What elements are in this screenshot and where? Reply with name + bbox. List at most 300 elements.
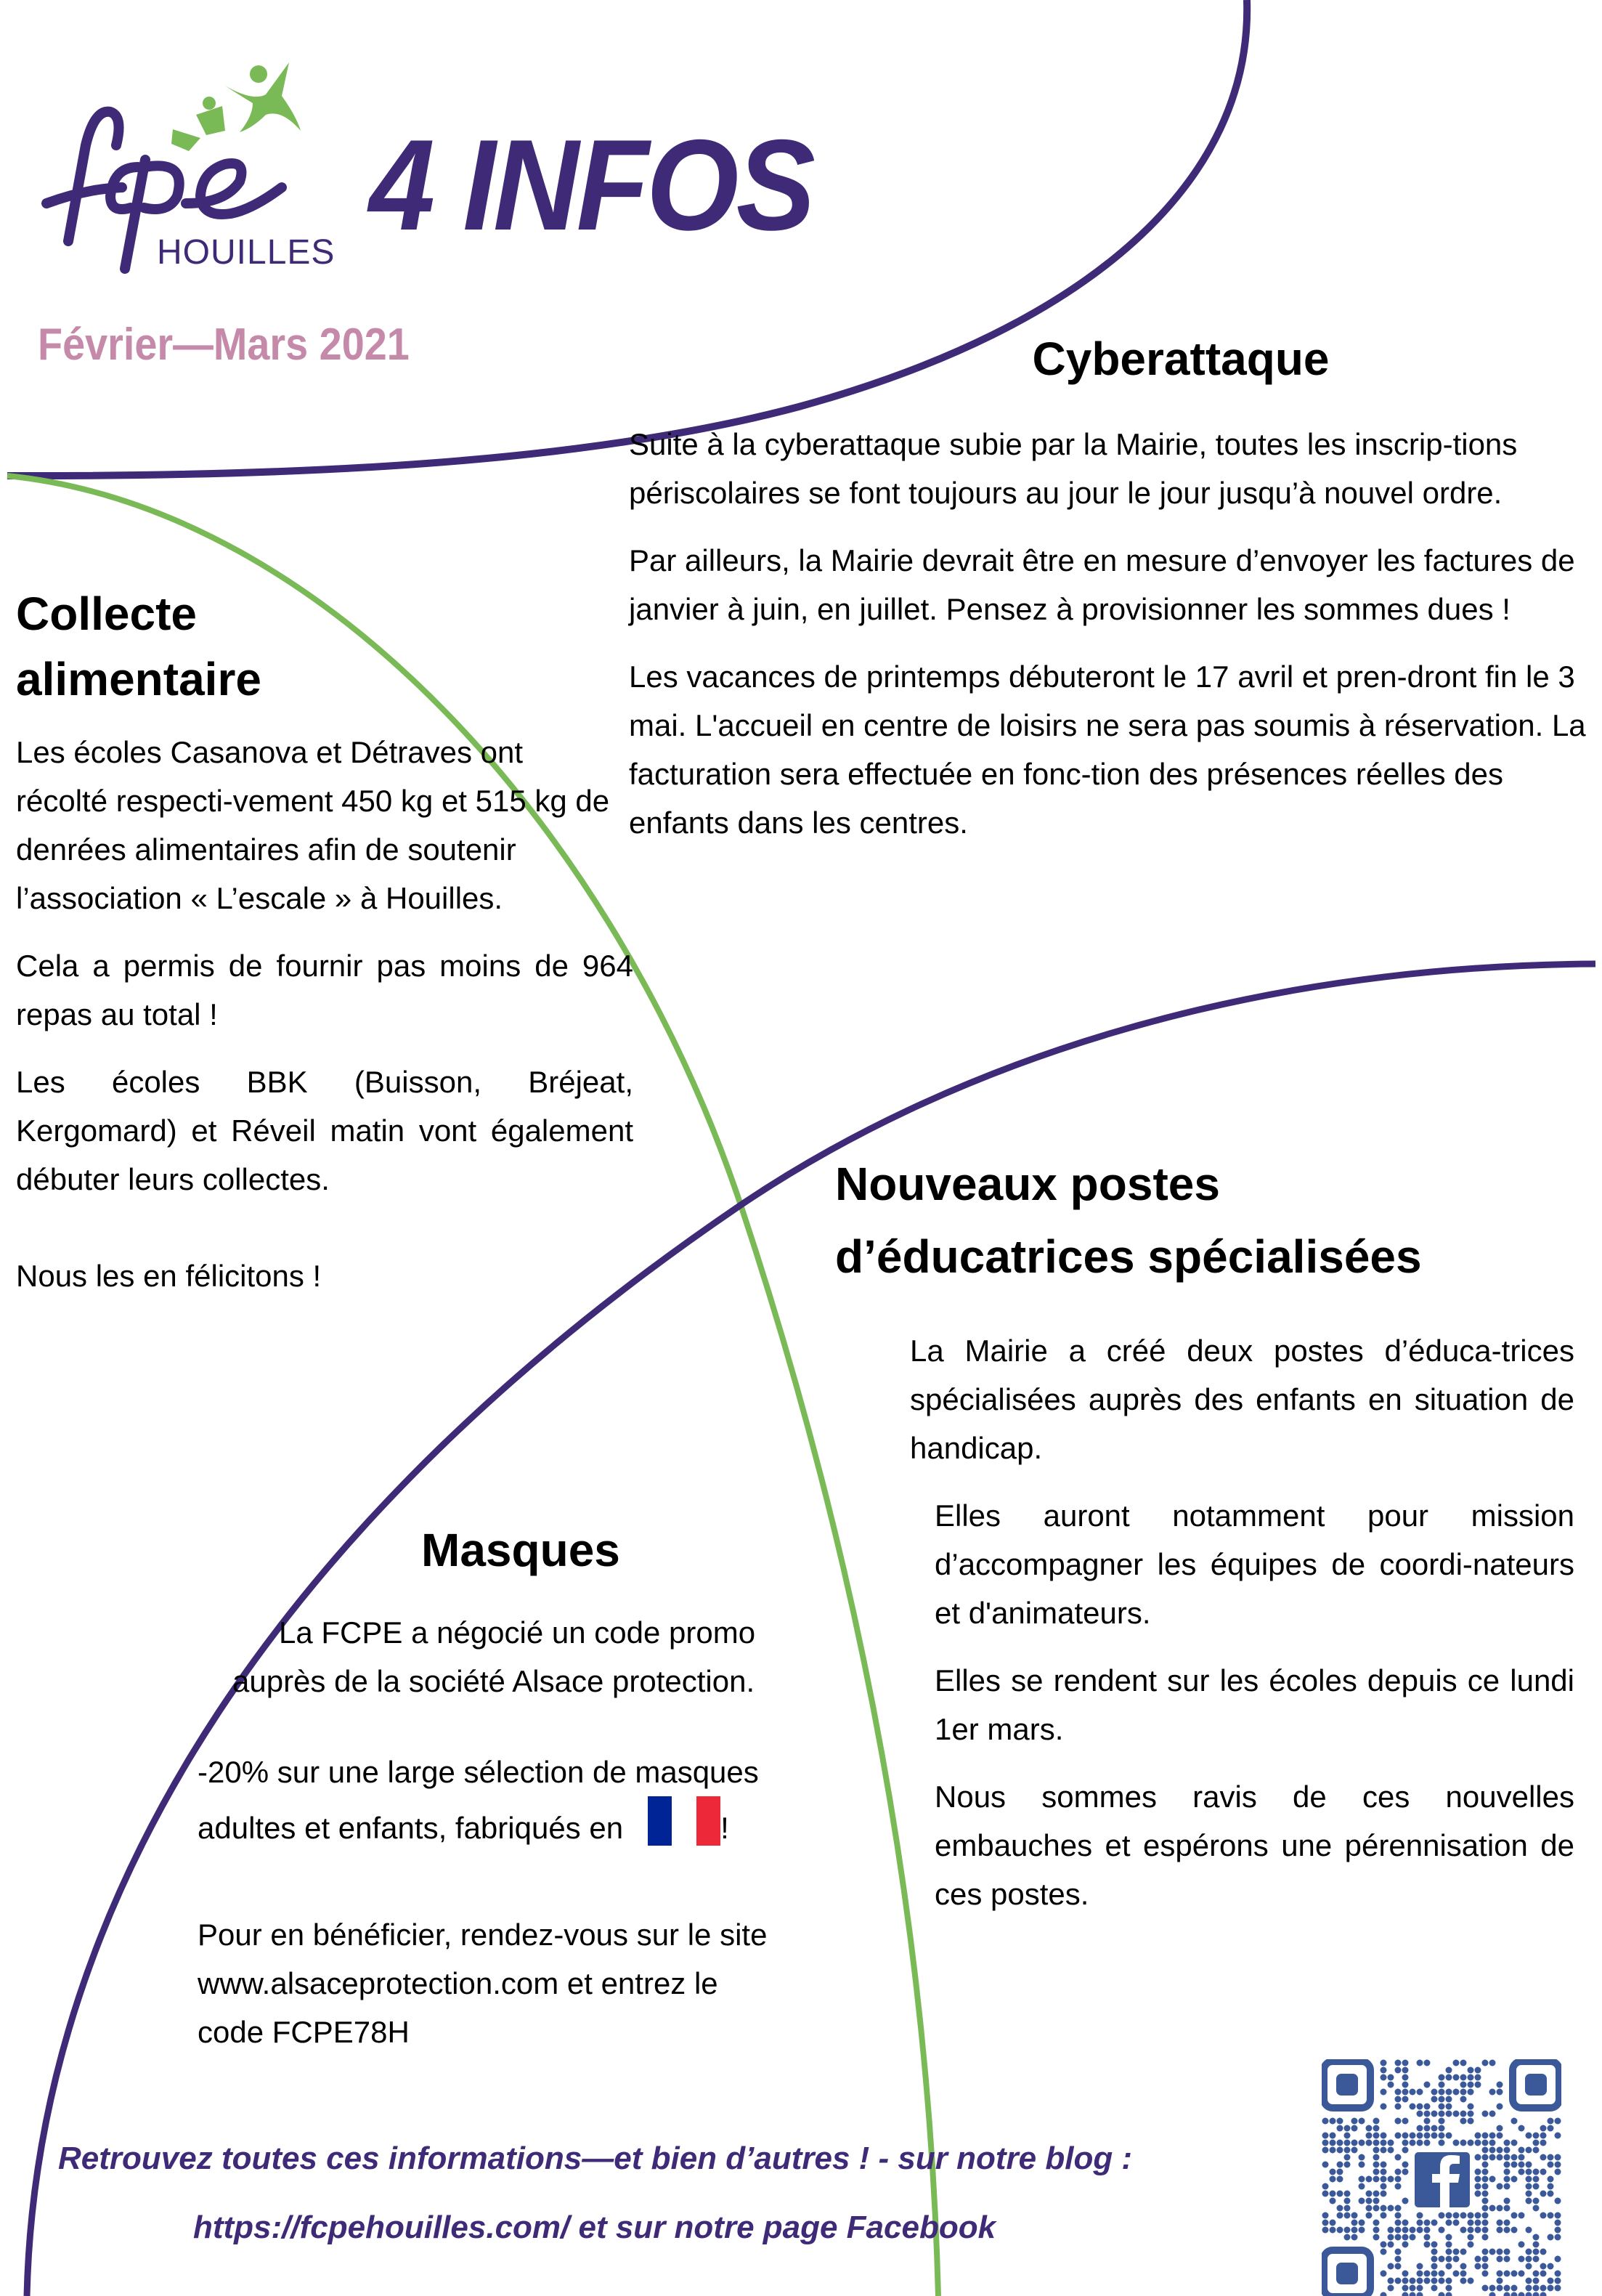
qr-module — [1475, 2082, 1481, 2088]
qr-module — [1453, 2256, 1460, 2263]
qr-module — [1504, 2176, 1510, 2183]
qr-module — [1330, 2227, 1336, 2234]
qr-module — [1366, 2125, 1373, 2132]
qr-module — [1439, 2096, 1445, 2103]
qr-module — [1497, 2271, 1503, 2277]
qr-module — [1489, 2060, 1496, 2066]
qr-module — [1424, 2082, 1431, 2088]
qr-module — [1475, 2140, 1481, 2146]
qr-module — [1402, 2220, 1409, 2226]
qr-module — [1540, 2125, 1547, 2132]
qr-module — [1439, 2278, 1445, 2284]
qr-module — [1533, 2133, 1540, 2139]
qr-module — [1511, 2154, 1518, 2161]
qr-module — [1322, 2140, 1329, 2146]
qr-module — [1533, 2285, 1540, 2292]
qr-module — [1468, 2220, 1474, 2226]
qr-module — [1489, 2089, 1496, 2096]
qr-module — [1475, 2212, 1481, 2219]
qr-module — [1373, 2227, 1380, 2234]
qr-module — [1482, 2162, 1489, 2168]
qr-module — [1489, 2140, 1496, 2146]
qr-module — [1322, 2133, 1329, 2139]
qr-module — [1533, 2249, 1540, 2255]
qr-finder-center — [1525, 2074, 1547, 2096]
section-postes — [835, 1148, 1576, 1293]
qr-module — [1468, 2067, 1474, 2074]
qr-module — [1402, 2147, 1409, 2154]
qr-module — [1555, 2154, 1561, 2161]
qr-module — [1497, 2104, 1503, 2110]
qr-module — [1431, 2089, 1438, 2096]
qr-module — [1482, 2060, 1489, 2066]
qr-module — [1351, 2212, 1358, 2219]
qr-module — [1373, 2198, 1380, 2204]
collecte-body — [16, 728, 633, 1300]
qr-module — [1359, 2118, 1365, 2125]
qr-module — [1388, 2227, 1394, 2234]
qr-module — [1373, 2234, 1380, 2241]
qr-module — [1395, 2220, 1402, 2226]
qr-module — [1446, 2285, 1452, 2292]
footer-link-line[interactable]: https://fcpehouilles.com/ et sur notre page Facebook — [193, 2210, 996, 2245]
qr-module — [1330, 2198, 1336, 2204]
qr-module — [1431, 2111, 1438, 2117]
qr-module — [1475, 2227, 1481, 2234]
qr-module — [1504, 2271, 1510, 2277]
qr-module — [1424, 2133, 1431, 2139]
qr-module — [1337, 2227, 1343, 2234]
qr-module — [1526, 2162, 1532, 2168]
qr-module — [1446, 2263, 1452, 2270]
qr-module — [1431, 2263, 1438, 2270]
qr-module — [1468, 2074, 1474, 2081]
qr-module — [1381, 2183, 1387, 2190]
qr-module — [1468, 2212, 1474, 2219]
qr-module — [1489, 2205, 1496, 2212]
qr-module — [1526, 2169, 1532, 2175]
qr-module — [1417, 2227, 1423, 2234]
qr-module — [1395, 2176, 1402, 2183]
qr-module — [1460, 2140, 1467, 2146]
qr-module — [1475, 2176, 1481, 2183]
qr-module — [1540, 2263, 1547, 2270]
qr-module — [1475, 2183, 1481, 2190]
qr-module — [1504, 2154, 1510, 2161]
qr-module — [1446, 2111, 1452, 2117]
qr-module — [1402, 2089, 1409, 2096]
qr-module — [1395, 2227, 1402, 2234]
qr-module — [1366, 2191, 1373, 2197]
qr-module — [1475, 2220, 1481, 2226]
qr-module — [1453, 2271, 1460, 2277]
qr-module — [1548, 2162, 1554, 2168]
qr-module — [1402, 2169, 1409, 2175]
qr-module — [1431, 2242, 1438, 2248]
qr-module — [1518, 2162, 1525, 2168]
qr-module — [1322, 2183, 1329, 2190]
qr-module — [1518, 2242, 1525, 2248]
qr-module — [1446, 2096, 1452, 2103]
qr-module — [1337, 2118, 1343, 2125]
qr-module — [1482, 2111, 1489, 2117]
qr-module — [1482, 2183, 1489, 2190]
qr-module — [1381, 2140, 1387, 2146]
qr-module — [1366, 2205, 1373, 2212]
qr-module — [1402, 2242, 1409, 2248]
qr-module — [1373, 2191, 1380, 2197]
qr-module — [1388, 2082, 1394, 2088]
qr-module — [1497, 2249, 1503, 2255]
qr-module — [1482, 2249, 1489, 2255]
facebook-qr-code-icon[interactable] — [1322, 2059, 1561, 2296]
qr-module — [1489, 2249, 1496, 2255]
collecte-paragraph: Les écoles BBK (Buisson, Bréjeat, Kergomard) et Réveil matin vont également débuter leurs collectes. — [16, 1065, 633, 1196]
qr-module — [1322, 2162, 1329, 2168]
qr-module — [1344, 2147, 1351, 2154]
postes-body — [910, 1326, 1574, 1937]
qr-module — [1395, 2256, 1402, 2263]
qr-module — [1417, 2104, 1423, 2110]
qr-module — [1555, 2285, 1561, 2292]
qr-module — [1518, 2154, 1525, 2161]
qr-module — [1482, 2285, 1489, 2292]
qr-module — [1482, 2205, 1489, 2212]
qr-module — [1460, 2271, 1467, 2277]
qr-module — [1446, 2104, 1452, 2110]
qr-module — [1381, 2067, 1387, 2074]
qr-module — [1402, 2133, 1409, 2139]
qr-module — [1504, 2205, 1510, 2212]
qr-finder-center — [1336, 2263, 1358, 2284]
qr-module — [1548, 2191, 1554, 2197]
qr-module — [1482, 2133, 1489, 2139]
qr-module — [1489, 2285, 1496, 2292]
qr-module — [1330, 2191, 1336, 2197]
qr-module — [1460, 2082, 1467, 2088]
qr-module — [1431, 2271, 1438, 2277]
qr-module — [1460, 2118, 1467, 2125]
qr-module — [1359, 2183, 1365, 2190]
qr-module — [1351, 2140, 1358, 2146]
qr-module — [1555, 2133, 1561, 2139]
cyberattaque-body — [629, 420, 1587, 847]
qr-module — [1395, 2096, 1402, 2103]
qr-module — [1446, 2067, 1452, 2074]
qr-module — [1555, 2212, 1561, 2219]
qr-module — [1475, 2263, 1481, 2270]
qr-module — [1518, 2256, 1525, 2263]
qr-module — [1359, 2227, 1365, 2234]
qr-module — [1439, 2292, 1445, 2296]
qr-module — [1424, 2220, 1431, 2226]
qr-module — [1417, 2220, 1423, 2226]
qr-module — [1402, 2074, 1409, 2081]
qr-module — [1518, 2292, 1525, 2296]
qr-module — [1533, 2147, 1540, 2154]
qr-module — [1373, 2154, 1380, 2161]
qr-module — [1381, 2089, 1387, 2096]
qr-module — [1373, 2169, 1380, 2175]
qr-module — [1373, 2140, 1380, 2146]
qr-module — [1402, 2096, 1409, 2103]
qr-module — [1417, 2212, 1423, 2219]
qr-module — [1548, 2285, 1554, 2292]
qr-module — [1482, 2169, 1489, 2175]
qr-module — [1337, 2191, 1343, 2197]
qr-module — [1511, 2176, 1518, 2183]
qr-module — [1504, 2292, 1510, 2296]
qr-module — [1548, 2176, 1554, 2183]
qr-module — [1344, 2162, 1351, 2168]
qr-module — [1468, 2234, 1474, 2241]
qr-module — [1526, 2147, 1532, 2154]
qr-module — [1381, 2169, 1387, 2175]
collecte-paragraph: Cela a permis de fournir pas moins de 964 repas au total ! — [16, 949, 633, 1031]
qr-module — [1555, 2162, 1561, 2168]
qr-module — [1446, 2212, 1452, 2219]
qr-module — [1424, 2234, 1431, 2241]
qr-module — [1439, 2089, 1445, 2096]
qr-module — [1359, 2176, 1365, 2183]
qr-module — [1453, 2060, 1460, 2066]
section-title-cyberattaque: Cyberattaque — [1032, 333, 1330, 385]
section-title-collecte-line1: Collecte — [16, 588, 197, 640]
newsletter-title: 4 INFOS — [369, 113, 813, 257]
qr-module — [1381, 2060, 1387, 2066]
qr-module — [1526, 2292, 1532, 2296]
qr-module — [1330, 2140, 1336, 2146]
qr-module — [1381, 2242, 1387, 2248]
qr-module — [1395, 2118, 1402, 2125]
qr-module — [1344, 2198, 1351, 2204]
qr-module — [1482, 2220, 1489, 2226]
postes-paragraph: Elles se rendent sur les écoles depuis ce lundi 1er mars. — [935, 1663, 1574, 1746]
qr-module — [1446, 2278, 1452, 2284]
qr-module — [1388, 2234, 1394, 2241]
qr-module — [1344, 2140, 1351, 2146]
qr-module — [1373, 2162, 1380, 2168]
qr-module — [1511, 2271, 1518, 2277]
qr-module — [1322, 2191, 1329, 2197]
logo-subtitle: HOUILLES — [157, 233, 336, 272]
qr-module — [1381, 2147, 1387, 2154]
qr-module — [1446, 2089, 1452, 2096]
qr-module — [1453, 2089, 1460, 2096]
qr-module — [1526, 2191, 1532, 2197]
qr-module — [1453, 2249, 1460, 2255]
qr-module — [1402, 2227, 1409, 2234]
qr-module — [1548, 2183, 1554, 2190]
qr-module — [1475, 2133, 1481, 2139]
qr-module — [1555, 2256, 1561, 2263]
qr-module — [1424, 2140, 1431, 2146]
section-title-collecte-line2: alimentaire — [16, 653, 261, 705]
qr-module — [1344, 2212, 1351, 2219]
qr-module — [1555, 2198, 1561, 2204]
qr-module — [1468, 2242, 1474, 2248]
qr-module — [1322, 2212, 1329, 2219]
qr-module — [1533, 2169, 1540, 2175]
qr-module — [1381, 2271, 1387, 2277]
qr-module — [1533, 2292, 1540, 2296]
qr-module — [1410, 2227, 1416, 2234]
qr-module — [1548, 2278, 1554, 2284]
qr-module — [1381, 2104, 1387, 2110]
qr-module — [1468, 2089, 1474, 2096]
qr-module — [1439, 2271, 1445, 2277]
qr-module — [1388, 2242, 1394, 2248]
qr-module — [1439, 2104, 1445, 2110]
qr-module — [1402, 2060, 1409, 2066]
qr-module — [1504, 2140, 1510, 2146]
qr-module — [1482, 2227, 1489, 2234]
qr-module — [1533, 2234, 1540, 2241]
qr-module — [1424, 2118, 1431, 2125]
qr-module — [1402, 2292, 1409, 2296]
qr-module — [1344, 2125, 1351, 2132]
qr-module — [1366, 2212, 1373, 2219]
qr-module — [1548, 2234, 1554, 2241]
qr-module — [1511, 2292, 1518, 2296]
qr-module — [1330, 2118, 1336, 2125]
qr-module — [1417, 2263, 1423, 2270]
qr-module — [1330, 2176, 1336, 2183]
qr-module — [1548, 2263, 1554, 2270]
qr-module — [1504, 2162, 1510, 2168]
qr-module — [1555, 2271, 1561, 2277]
qr-module — [1410, 2278, 1416, 2284]
qr-module — [1359, 2154, 1365, 2161]
qr-module — [1460, 2227, 1467, 2234]
qr-module — [1446, 2242, 1452, 2248]
qr-module — [1330, 2147, 1336, 2154]
qr-module — [1497, 2285, 1503, 2292]
qr-module — [1540, 2212, 1547, 2219]
qr-module — [1395, 2089, 1402, 2096]
qr-module — [1497, 2220, 1503, 2226]
qr-module — [1410, 2292, 1416, 2296]
qr-module — [1446, 2256, 1452, 2263]
qr-module — [1337, 2147, 1343, 2154]
qr-module — [1540, 2140, 1547, 2146]
qr-module — [1540, 2271, 1547, 2277]
qr-module — [1337, 2162, 1343, 2168]
qr-module — [1431, 2125, 1438, 2132]
qr-module — [1373, 2220, 1380, 2226]
qr-module — [1497, 2133, 1503, 2139]
qr-module — [1489, 2111, 1496, 2117]
qr-module — [1431, 2220, 1438, 2226]
qr-module — [1468, 2227, 1474, 2234]
qr-module — [1555, 2220, 1561, 2226]
fcpe-logo — [35, 58, 347, 276]
qr-module — [1446, 2133, 1452, 2139]
qr-module — [1381, 2205, 1387, 2212]
qr-module — [1533, 2140, 1540, 2146]
qr-module — [1504, 2183, 1510, 2190]
qr-module — [1388, 2278, 1394, 2284]
qr-module — [1344, 2133, 1351, 2139]
qr-module — [1410, 2089, 1416, 2096]
qr-module — [1468, 2140, 1474, 2146]
qr-module — [1489, 2147, 1496, 2154]
qr-module — [1482, 2147, 1489, 2154]
qr-module — [1373, 2118, 1380, 2125]
qr-module — [1395, 2249, 1402, 2255]
qr-module — [1555, 2227, 1561, 2234]
qr-module — [1439, 2140, 1445, 2146]
qr-module — [1489, 2292, 1496, 2296]
qr-module — [1540, 2154, 1547, 2161]
qr-module — [1351, 2147, 1358, 2154]
qr-module — [1497, 2125, 1503, 2132]
promo-code: code FCPE78H — [198, 2015, 410, 2049]
qr-module — [1555, 2118, 1561, 2125]
qr-module — [1337, 2125, 1343, 2132]
qr-module — [1526, 2256, 1532, 2263]
qr-module — [1475, 2074, 1481, 2081]
qr-module — [1402, 2278, 1409, 2284]
qr-module — [1548, 2154, 1554, 2161]
qr-module — [1533, 2198, 1540, 2204]
masques-link[interactable]: www.alsaceprotection.com et entrez le — [198, 1966, 718, 2000]
qr-module — [1482, 2191, 1489, 2197]
qr-module — [1373, 2125, 1380, 2132]
qr-module — [1453, 2074, 1460, 2081]
qr-module — [1322, 2118, 1329, 2125]
qr-module — [1388, 2074, 1394, 2081]
qr-module — [1511, 2212, 1518, 2219]
qr-module — [1410, 2104, 1416, 2110]
qr-module — [1424, 2125, 1431, 2132]
qr-module — [1402, 2198, 1409, 2204]
qr-module — [1460, 2089, 1467, 2096]
masques-text: adultes et enfants, fabriqués en — [198, 1811, 624, 1845]
qr-module — [1388, 2285, 1394, 2292]
qr-module — [1381, 2191, 1387, 2197]
qr-module — [1388, 2176, 1394, 2183]
qr-module — [1482, 2256, 1489, 2263]
qr-module — [1366, 2133, 1373, 2139]
section-title-postes-line1: Nouveaux postes — [835, 1158, 1220, 1210]
qr-module — [1518, 2271, 1525, 2277]
qr-module — [1518, 2169, 1525, 2175]
qr-code-graphic — [1322, 2059, 1561, 2296]
qr-module — [1446, 2292, 1452, 2296]
qr-module — [1330, 2133, 1336, 2139]
qr-module — [1417, 2133, 1423, 2139]
qr-module — [1475, 2169, 1481, 2175]
qr-module — [1526, 2198, 1532, 2204]
qr-module — [1439, 2133, 1445, 2139]
qr-module — [1431, 2285, 1438, 2292]
qr-module — [1482, 2234, 1489, 2241]
qr-module — [1351, 2118, 1358, 2125]
qr-module — [1395, 2104, 1402, 2110]
qr-module — [1395, 2263, 1402, 2270]
qr-module — [1489, 2133, 1496, 2139]
qr-module — [1460, 2060, 1467, 2066]
qr-module — [1511, 2162, 1518, 2168]
qr-module — [1402, 2285, 1409, 2292]
qr-module — [1540, 2285, 1547, 2292]
cyberattaque-paragraph: Les vacances de printemps débuteront le 17 avril et pren-dront fin le 3 mai. L'accueil en centre de loisirs ne sera pas soumis à réservation. La facturation sera effectuée en fonc-tion des présences réelles des enfants dans les centres. — [629, 660, 1586, 840]
qr-module — [1322, 2227, 1329, 2234]
qr-module — [1402, 2162, 1409, 2168]
qr-module — [1526, 2176, 1532, 2183]
masques-line: La FCPE a négocié un code promo — [279, 1615, 756, 1650]
